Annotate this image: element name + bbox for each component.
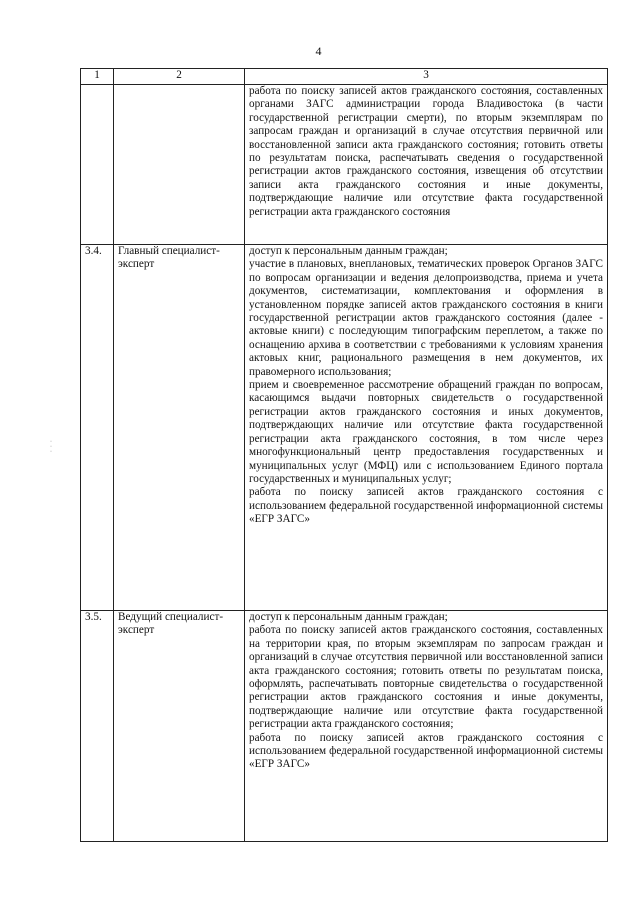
table-row	[81, 245, 608, 611]
page-number: 4	[315, 44, 322, 58]
duty-paragraph: участие в плановых, внеплановых, тематических проверок Органов ЗАГС по вопросам организации и ведения делопроизводства, приема и учета документов, систематизации, комплектования и оформления в установленном порядке записей актов гражданского состояния в книги государственной регистрации актов гражданского состояния (далее - актовые книги) с последующим типографским переплетом, а также по оснащению архива в соответствии с требованиями к условиям хранения актовых книг, рационального размещения в нем документов, их правомерного использования;	[249, 258, 603, 378]
duty-paragraph: работа по поиску записей актов гражданского состояния с использованием федеральной государственной информационной системы «ЕГР ЗАГС»	[249, 486, 603, 526]
duties-cell	[245, 611, 608, 842]
duties-cell	[245, 85, 608, 245]
position-title: Главный специалист-эксперт	[114, 245, 245, 611]
duties-table	[80, 68, 608, 842]
row-number	[81, 85, 114, 245]
position-title: Ведущий специалист-эксперт	[114, 611, 245, 842]
duty-paragraph: доступ к персональным данным граждан;	[249, 245, 448, 257]
row-number: 3.4.	[81, 245, 114, 611]
margin-mark: · · ·	[50, 439, 52, 455]
duty-paragraph: работа по поиску записей актов гражданского состояния, составленных органами ЗАГС администрации города Владивостока (в части государственной регистрации смерти), по вторым экземплярам по запросам граждан и организаций в случае отсутствия первичной или восстановленной записи акта гражданского состояния; готовить ответы по результатам поиска, распечатывать сведения о государственной регистрации актов гражданского состояния, извещения об отсутствии записи акта гражданского состояния и иные документы, подтверждающие наличие или отсутствие факта государственной регистрации акта гражданского состояния	[249, 85, 603, 218]
table-row	[81, 611, 608, 842]
column-header-2: 2	[114, 69, 245, 85]
column-header-3: 3	[245, 69, 608, 85]
duties-cell	[245, 245, 608, 611]
row-number: 3.5.	[81, 611, 114, 842]
column-header-1: 1	[81, 69, 114, 85]
duty-paragraph: работа по поиску записей актов гражданского состояния с использованием федеральной государственной информационной системы «ЕГР ЗАГС»	[249, 731, 603, 771]
duty-paragraph: доступ к персональным данным граждан;	[249, 611, 448, 623]
duty-paragraph: работа по поиску записей актов гражданского состояния, составленных на территории края, по вторым экземплярам по запросам граждан и организаций в случае отсутствия первичной или восстановленной записи акта гражданского состояния; готовить ответы по результатам поиска, оформлять, распечатывать повторные свидетельства о государственной регистрации актов гражданского состояния и иные документы, подтверждающие наличие или отсутствие факта государственной регистрации акта гражданского состояния;	[249, 624, 603, 731]
table-header-row	[81, 69, 608, 85]
table-row	[81, 85, 608, 245]
position-title	[114, 85, 245, 245]
duty-paragraph: прием и своевременное рассмотрение обращений граждан по вопросам, касающимся выдачи повторных свидетельств о государственной регистрации актов гражданского состояния и иных документов, подтверждающих наличие или отсутствие факта государственной регистрации акта гражданского состояния, в том числе через многофункциональный центр предоставления государственных и муниципальных услуг (МФЦ) или с использованием Единого портала государственных и муниципальных услуг;	[249, 379, 603, 485]
